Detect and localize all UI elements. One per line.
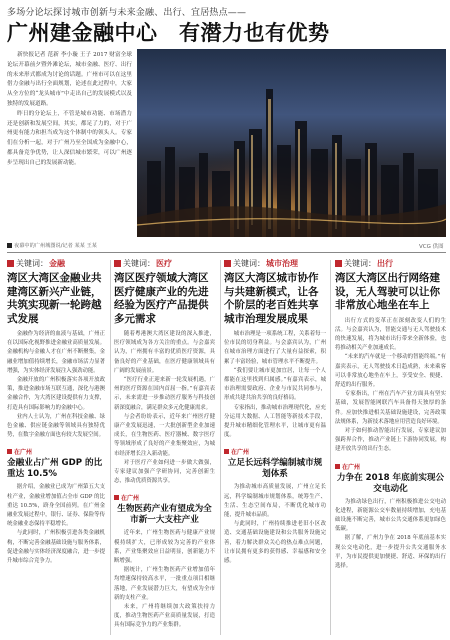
caption-mark-icon (7, 243, 12, 248)
paragraph: 据了解，广州力争在 2018 年底前基本实现公交电动化，进一步提升公共交通服务水平，为市民提供更加便捷、舒适、环保的出行选择。 (335, 535, 446, 569)
section-body (114, 330, 215, 486)
paragraph: 近年来，广州生物医药与健康产业规模持续扩大，已形成较为完善的产业体系，产业集聚效应日益明显，创新能力不断增强。 (114, 530, 215, 565)
sub-tag-text: 在广州 (14, 449, 33, 457)
red-square-icon (224, 260, 231, 267)
sub-tag-text: 在广州 (121, 495, 140, 503)
headline: 广州建金融中心 有潜力也有优势 (7, 21, 330, 45)
column-mobility (335, 258, 446, 571)
paragraph: “我们要让城市更加宜居，让每一个人都能在这里找到归属感。”有嘉宾表示，城市治理需要政府、企业与市民共同参与，形成共建共治共享的良好格局。 (224, 367, 326, 402)
city-night-photo (137, 49, 446, 237)
intro-paragraph: 新快报记者 范新 李小璇 王子 2017 财富全球论坛开幕前夕暨外滩论坛，城市金融、医疗、出行的未来形式都成为讨论的话题。广州市可以在这里借力金融与出行全面规划，论述在此过程中，大家从全方位的“龙头城市”中走出自己的发展模式以及独特的发展道路。 (7, 52, 132, 107)
caption-credit-names: 某某 王某 (74, 243, 97, 249)
tag-label: 关键词： (344, 259, 376, 268)
caption-prefix: 图说/ (50, 243, 63, 249)
photo-credit: VCG 供图 (419, 244, 444, 250)
column-divider (110, 260, 111, 635)
paragraph: 专家指出，推动城市治理现代化，应充分运用大数据、人工智能等新技术手段，提升城市精细化管理水平，让城市更有温度。 (224, 404, 326, 439)
sub-section-body (335, 498, 446, 572)
intro-text (7, 51, 132, 169)
paragraph: 出行方式的变革正在深刻改变人们的生活。与会嘉宾认为，智能交通与无人驾驶技术的快速发展，将为城市出行带来全新体验，也将推动相关产业加速成长。 (335, 317, 446, 352)
section-subhead: 湾区大湾区城市协作与共建新模式，让各个阶层的老百姓共享城市治理发展成果 (224, 272, 319, 325)
paragraph: 与会者纷纷表示，近年来广州医疗健康产业发展迅速，一大批创新型企业加速成长，在生物医药、医疗器械、数字医疗等领域形成了良好的产业集聚效应，为城市经济增长注入新动能。 (114, 413, 215, 457)
paragraph: 与此同时，广州持续推进老旧小区改造、交通基础设施建设和公共服务设施完善，着力解决群众关心的热点难点问题，让市民拥有更多的获得感、幸福感和安全感。 (224, 521, 326, 565)
red-square-icon (114, 260, 121, 267)
sub-section-head: 立足长远科学编制城市规划体系 (227, 458, 323, 480)
paragraph: “医疗行业正迎来新一轮发展机遇，广州的医疗资源在国内首屈一指。”有嘉宾表示，未来需进一步推动医疗服务与科技创新深度融合，满足群众多元化健康需求。 (114, 377, 215, 411)
sub-tag (7, 447, 105, 456)
sub-tag-text: 在广州 (231, 449, 250, 457)
keyword-tag (335, 258, 446, 269)
sub-section-head: 生物医药产业有望成为全市新一大支柱产业 (117, 504, 212, 526)
tag-label: 关键词： (16, 259, 48, 268)
paragraph: 为推动绿色出行，广州积极推进公交电动化进程，新能源公交车数量持续增加，充电基础设施不断完善，城市公共交通体系更加绿色低碳。 (335, 498, 446, 533)
paragraph: 据统计，广州生物医药产业增加值年均增速保持较高水平，一批重点项目相继落地，产业发展潜力巨大，有望成为全市新的支柱产业。 (114, 567, 215, 601)
sub-section-body (114, 529, 215, 630)
caption-text: 夜幕中的广州城 (14, 243, 51, 249)
caption-credit-label: 记者 (62, 243, 75, 249)
keyword-tag (7, 258, 105, 269)
sub-tag (114, 493, 215, 502)
paragraph: 随着粤港澳大湾区建设的深入推进，医疗领域成为各方关注的重点。与会嘉宾认为，广州拥有丰富的优质医疗资源，具备良好的产业基础，在医疗健康领域具有广阔的发展前景。 (114, 331, 215, 374)
sub-section-body (7, 483, 105, 566)
sub-tag (224, 447, 326, 456)
keyword-tag (114, 258, 215, 269)
section-body (335, 317, 446, 455)
sub-section-body (224, 483, 326, 566)
paragraph: “未来的汽车就是一个移动的智能终端。”有嘉宾表示，无人驾驶技术日趋成熟，未来乘客可以非常放心地坐在车上，享受安全、便捷、舒适的出行服务。 (335, 354, 446, 388)
paragraph: 业内人士认为，广州在科技金融、绿色金融、供应链金融等领域具有独特优势，在数字金融方面也有较大发展空间。 (7, 413, 105, 439)
sub-section-head: 力争在 2018 年底前实现公交电动化 (336, 472, 445, 494)
red-square-icon (335, 464, 340, 469)
kicker: 多场分论坛探讨城市创新与未来金融、出行、宜居热点—— (7, 8, 247, 18)
paragraph: 未来，广州将继续加大政策扶持力度，推动生物医药产业高质量发展，打造具有国际竞争力的产业集群。 (114, 604, 215, 629)
section-subhead: 湾区大湾区出行网络建设，无人驾驶可以让你非常放心地坐在车上 (335, 272, 440, 311)
sub-section-head: 金融业占广州 GDP 的比重达 10.5% (7, 458, 103, 480)
section-body (224, 330, 326, 440)
tag-keyword: 医疗 (156, 259, 172, 268)
tag-label: 关键词： (123, 259, 155, 268)
sub-tag-text: 在广州 (342, 463, 361, 471)
tag-keyword: 出行 (377, 259, 393, 268)
paragraph: 与此同时，广州积极引进各类金融机构，不断完善金融基础设施与服务体系，促进金融与实体经济深度融合，进一步提升城市综合竞争力。 (7, 530, 105, 565)
photo-caption (7, 242, 97, 249)
column-healthcare (114, 258, 215, 631)
paragraph: 金融开放的广州积极落实各项开放政策，推进金融市场互联互通，深化与港澳金融合作，为大湾区建设提供有力支撑，打造具有国际影响力的金融中心。 (7, 377, 105, 411)
paragraph: 对于如何推动智能出行发展，专家建议加强跨界合作，推动产业链上下游协同发展，构建开放共享的出行生态。 (335, 427, 446, 453)
red-square-icon (7, 260, 14, 267)
column-urban-governance (224, 258, 326, 566)
column-divider (220, 260, 221, 635)
column-finance (7, 258, 105, 566)
red-square-icon (335, 260, 342, 267)
paragraph: 据介绍，金融业已成为广州第五大支柱产业，金融业增加值占全市 GDP 的比重达 10.5%，跻身全国前列。在广州金融业发展过程中，银行、证券、保险等传统金融业态保持平稳增长。 (7, 484, 105, 528)
city-skyline-graphic (137, 49, 446, 237)
intro-paragraph: 昨日的分论坛上，不管是城市功能、市场潜力还是创新和发展空间，其实，都足了力的，对于广州更有能力和担当成为这个体制中的领头人。专家们在分析一起，对于广州乃至全国成为金融中心，都具备竞争优势，让人深信城市繁荣，可以广州逐步呈现出自己的发展新动能。 (7, 110, 132, 166)
red-square-icon (7, 449, 12, 454)
keyword-tag (224, 258, 326, 269)
sub-tag (335, 462, 446, 471)
tag-keyword: 金融 (49, 259, 65, 268)
tag-label: 关键词： (233, 259, 265, 268)
divider (7, 252, 446, 253)
column-divider (330, 260, 331, 635)
section-body (7, 330, 105, 440)
paragraph: 为推动城市高质量发展，广州立足长远，科学编制城市规划体系，统筹生产、生活、生态空间布局，不断优化城市功能，提升城市品质。 (224, 484, 326, 519)
section-subhead: 湾区医疗领域大湾区医疗健康产业的先进经验为医疗产品提供多元需求 (114, 272, 209, 325)
tag-keyword: 城市治理 (266, 259, 298, 268)
paragraph: 对于医疗产业如何进一步做大做强，专家建议加强产学研协同，完善创新生态，推动优质资源共享。 (114, 459, 215, 485)
red-square-icon (114, 495, 119, 500)
paragraph: 金融作为经济的血液与基础，广州正在以国际化视野推进金融业高质量发展。金融机构与金融人才在广州不断聚集，金融业增加值持续增长，金融市场活力显著增强，为实体经济发展注入强劲动能。 (7, 331, 105, 374)
red-square-icon (224, 449, 229, 454)
paragraph: 专家指出，广州在汽车产业方面具有坚实基础，发展智能网联汽车具备得天独厚的条件。应加快推进相关基础设施建设，完善政策法规体系，为新技术落地应用营造良好环境。 (335, 391, 446, 425)
paragraph: 城市治理是一项系统工程，关系着每一位市民的切身利益。与会嘉宾认为，广州在城市治理方面进行了大量有益探索，积累了丰富经验，城市管理水平不断提升。 (224, 331, 326, 365)
section-subhead: 湾区大湾区金融业共建湾区新兴产业链，共筑实现新一轮跨越式发展 (7, 272, 102, 325)
